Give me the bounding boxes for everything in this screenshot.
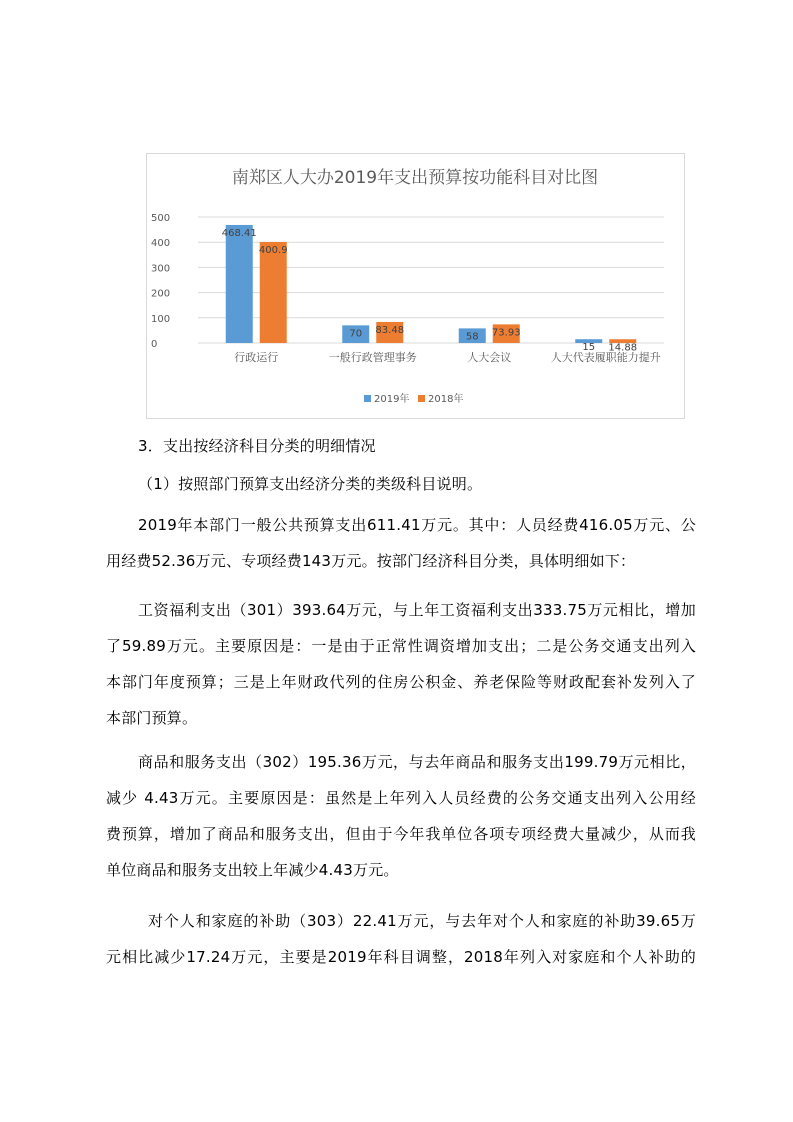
text-line: 了59.89万元。主要原因是：一是由于正常性调资增加支出；二是公务交通支出列入: [106, 637, 696, 655]
heading-subsection-1: [106, 466, 696, 502]
heading-3-text: 3．支出按经济科目分类的明细情况: [138, 437, 376, 455]
text-line: 用经费52.36万元、专项经费143万元。按部门经济科目分类，具体明细如下：: [106, 552, 636, 570]
y-tick-label: 500: [151, 213, 171, 224]
text-line: 本部门年度预算；三是上年财政代列的住房公积金、养老保险等财政配套补发列入了: [106, 673, 696, 691]
y-tick-label: 0: [151, 339, 158, 350]
paragraph-goods-services: [106, 744, 696, 888]
text-line: 商品和服务支出（302）195.36万元，与去年商品和服务支出199.79万元相比，: [138, 753, 696, 771]
x-category-label: 人大会议: [467, 351, 512, 364]
text-line: 对个人和家庭的补助（303）22.41万元，与去年对个人和家庭的补助39.65万: [148, 912, 696, 930]
chart-canvas: [147, 154, 684, 418]
data-label: 70: [349, 328, 363, 340]
data-label: 14.88: [608, 342, 638, 354]
y-tick-label: 100: [151, 313, 171, 325]
paragraph-budget-total: [106, 507, 696, 579]
text-line: 本部门预算。: [106, 709, 198, 727]
text-line: 费预算，增加了商品和服务支出，但由于今年我单位各项专项经费大量减少，从而我: [106, 825, 696, 843]
data-label: 400.9: [258, 244, 288, 256]
heading-section-3: [106, 428, 696, 464]
text-line: 工资福利支出（301）393.64万元，与上年工资福利支出333.75万元相比，增加: [138, 601, 696, 619]
paragraph-personal-subsidy: [106, 903, 696, 975]
y-tick-label: 300: [151, 263, 171, 275]
text-line: 减少 4.43万元。主要原因是：虽然是上年列入人员经费的公务交通支出列入公用经: [106, 789, 696, 807]
y-tick-label: 200: [151, 288, 171, 300]
text-line: 单位商品和服务支出较上年减少4.43万元。: [106, 861, 399, 879]
heading-1-text: （1）按照部门预算支出经济分类的类级科目说明。: [138, 475, 483, 493]
data-label: 73.93: [491, 327, 521, 339]
chart-title: 南郑区人大办2019年支出预算按功能科目对比图: [231, 168, 599, 188]
x-category-label: 一般行政管理事务: [328, 351, 417, 364]
text-line: 2019年本部门一般公共预算支出611.41万元。其中：人员经费416.05万元、公: [138, 516, 696, 534]
paragraph-salary: [106, 592, 696, 736]
bar-chart: [146, 153, 685, 419]
legend-label: 2019年: [374, 394, 410, 405]
bar: [226, 225, 253, 343]
y-tick-label: 400: [151, 238, 171, 250]
data-label: 15: [582, 342, 596, 354]
legend-label: 2018年: [428, 394, 464, 405]
data-label: 83.48: [375, 324, 405, 336]
data-label: 58: [465, 331, 479, 343]
text-line: 元相比减少17.24万元，主要是2019年科目调整，2018年列入对家庭和个人补助的: [106, 948, 696, 966]
data-label: 468.41: [221, 227, 257, 239]
legend-swatch: [418, 395, 425, 402]
legend-swatch: [364, 395, 371, 402]
x-category-label: 行政运行: [234, 351, 279, 364]
x-category-label: 人大代表履职能力提升: [550, 351, 661, 364]
bar: [260, 242, 287, 343]
